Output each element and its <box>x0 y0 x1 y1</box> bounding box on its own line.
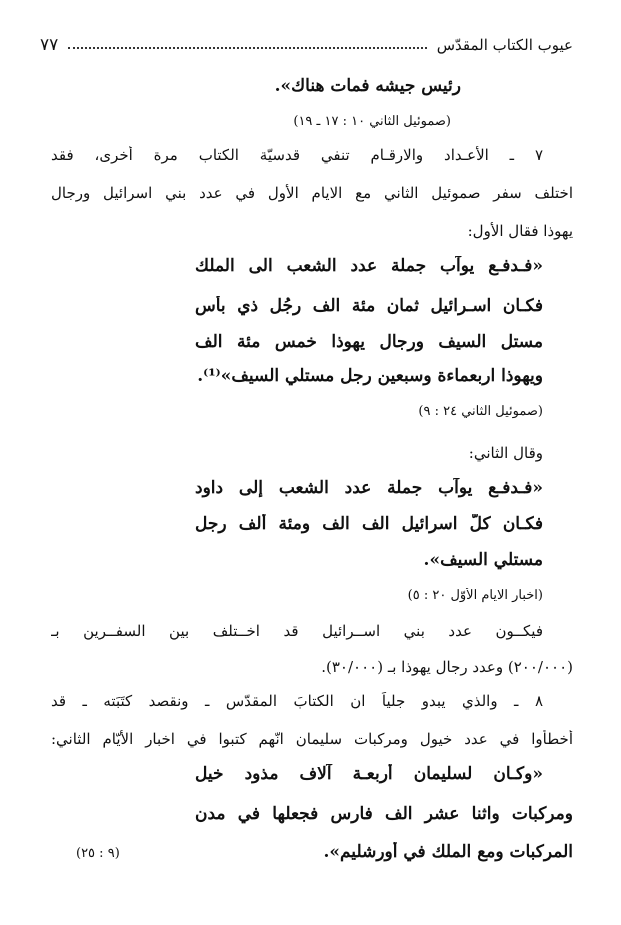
quote-line: ويهوذا اربعماءة وسبعين رجل مستلي السيف»⁽¹⁾. <box>197 366 543 386</box>
quote-line: «وكـان لسليمان أربعـة آلاف مذود خيل <box>195 764 543 784</box>
quote-line: المركبات ومع الملك في أورشليم». <box>323 842 573 862</box>
body-line: وقال الثاني: <box>468 444 543 462</box>
body-line: ٨ ـ والذي يبدو جلياً ان الكتابَ المقدّس ـ ونقصد كتَبَته ـ قد <box>51 692 543 710</box>
quote-line: فكـان كلّ اسرائيل الف الف ومئة ألف رجل <box>195 514 543 534</box>
quote-line: «فـدفـع يوآب جملة عدد الشعب الى الملك <box>195 256 543 276</box>
quote-line: رئيس جيشه فمات هناك». <box>274 76 461 96</box>
body-line: ٧ ـ الأعـداد والارقـام تنفي قدسيّة الكتاب مرة أُخرى، فقد <box>51 146 543 164</box>
quote-line: «فـدفـع يوآب جملة عدد الشعب إلى داود <box>195 478 543 498</box>
page-number: ٧٧ <box>40 35 59 55</box>
reference: (صموئيل الثاني ١٠ : ١٧ ـ ١٩) <box>293 114 451 129</box>
reference: (اخبار الايام الأوّل ٢٠ : ٥) <box>407 588 543 603</box>
body-line: فيكــون عدد بني اســرائيل قد اخــتلف بين السفــرين بـ <box>51 622 543 640</box>
quote-line: فكـان اسـرائيل ثمان مئة الف رجُل ذي بأس <box>195 296 543 316</box>
quote-line: مستلي السيف». <box>423 550 543 570</box>
running-title: عيوب الكتاب المقدّس <box>436 36 573 54</box>
reference: (صموئيل الثاني ٢٤ : ٩) <box>418 404 543 419</box>
quote-line: ومركبات واثنا عشر الف فارس فجعلها في مدن <box>195 804 573 824</box>
body-line: يهوذا فقال الأول: <box>467 222 573 240</box>
body-line: اختلف سفر صموئيل الثاني مع الايام الأُول في عدد بني اسرائيل ورجال <box>51 184 573 202</box>
reference: (٩ : ٢٥) <box>76 846 120 861</box>
dot-leader <box>68 47 426 49</box>
body-line: (٢٠٠/٠٠٠) وعدد رجال يهوذا بـ (٣٠/٠٠٠). <box>321 658 573 676</box>
running-header <box>40 32 573 58</box>
body-line: أخطأوا في عدد خيول ومركبات سليمان انّهم كتبوا في اخبار الأيّام الثاني: <box>51 730 573 748</box>
quote-line: مستل السيف ورجال يهوذا خمس مئة الف <box>195 332 543 352</box>
